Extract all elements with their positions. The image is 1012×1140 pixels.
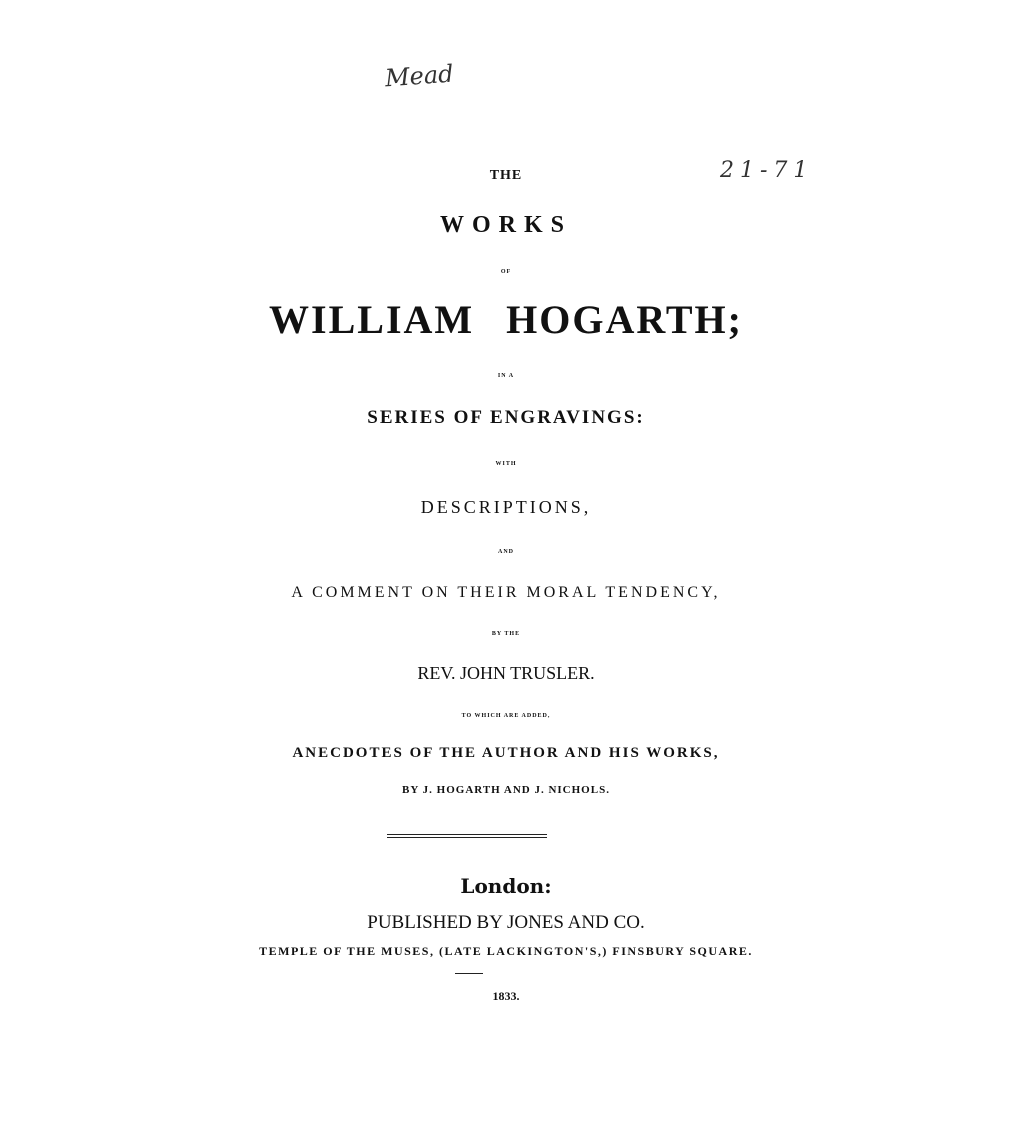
title-the: THE (489, 168, 523, 183)
title-series: SERIES OF ENGRAVINGS: (367, 407, 645, 428)
title-works: WORKS (439, 212, 572, 238)
title-of: OF (500, 269, 512, 275)
title-anecdote-authors: BY J. HOGARTH AND J. NICHOLS. (402, 784, 610, 796)
title-comment: A COMMENT ON THEIR MORAL TENDENCY, (291, 584, 721, 601)
title-artist: WILLIAM HOGARTH; (269, 297, 743, 342)
title-by-the: BY THE (491, 631, 521, 637)
imprint-city: London: (460, 874, 552, 898)
title-in-a: IN A (497, 373, 515, 379)
title-with: WITH (495, 461, 517, 467)
short-rule (455, 973, 483, 974)
handwritten-note-top: Mead (384, 59, 455, 93)
title-anecdotes: ANECDOTES OF THE AUTHOR AND HIS WORKS, (292, 745, 720, 761)
title-descriptions: DESCRIPTIONS, (420, 497, 592, 517)
title-added: TO WHICH ARE ADDED, (461, 713, 551, 719)
imprint-address: TEMPLE OF THE MUSES, (LATE LACKINGTON'S,) FINSBURY SQUARE. (259, 944, 753, 958)
title-author: REV. JOHN TRUSLER. (417, 663, 595, 683)
ornamental-rule (387, 834, 547, 838)
imprint-year: 1833. (492, 989, 520, 1003)
handwritten-note-right: 21-71 (720, 158, 814, 183)
imprint-publisher: PUBLISHED BY JONES AND CO. (367, 912, 645, 933)
title-and: AND (498, 549, 514, 555)
